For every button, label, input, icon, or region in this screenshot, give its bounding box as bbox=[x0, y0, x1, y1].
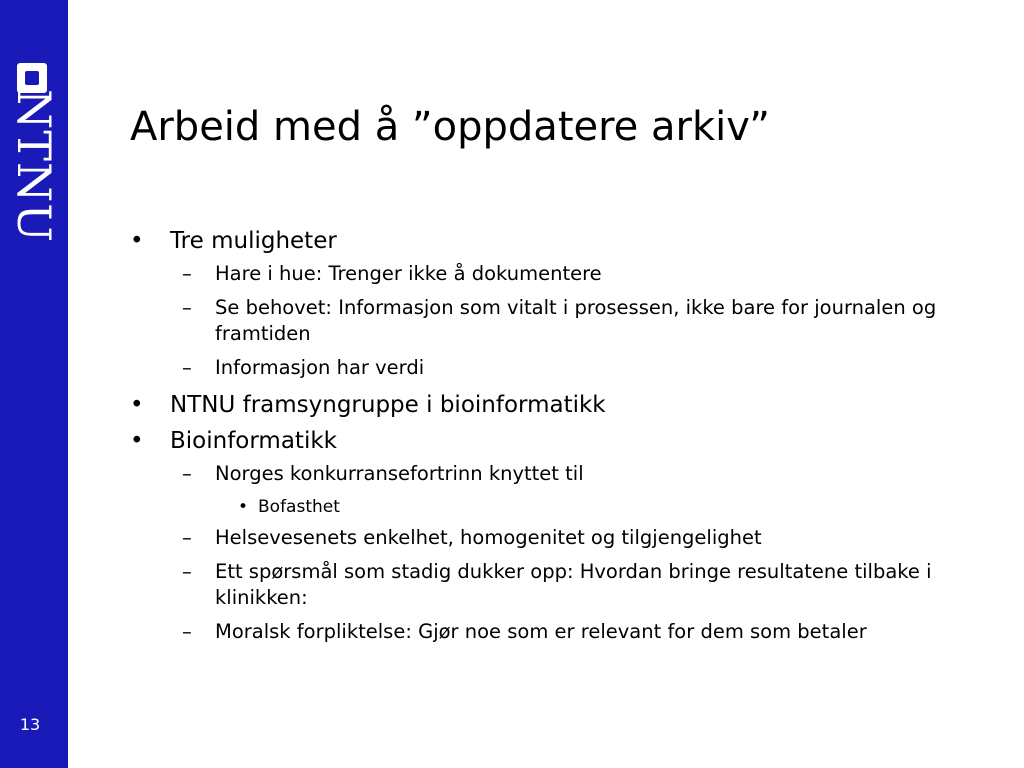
dash-marker: – bbox=[182, 262, 192, 285]
sub-bullet-item bbox=[130, 461, 1010, 487]
bullet-list bbox=[130, 225, 1010, 653]
slide-title: Arbeid med å ”oppdatere arkiv” bbox=[130, 104, 770, 150]
bullet-text: Norges konkurransefortrinn knyttet til bbox=[215, 462, 584, 485]
bullet-text: Ett spørsmål som stadig dukker opp: Hvordan bringe resultatene tilbake i klinikken: bbox=[215, 560, 932, 609]
bullet-text: Informasjon har verdi bbox=[215, 356, 425, 379]
sub-bullet-item bbox=[130, 261, 1010, 287]
bullet-text: NTNU framsyngruppe i bioinformatikk bbox=[170, 392, 606, 418]
sub-bullet-item bbox=[130, 619, 1010, 645]
bullet-marker: • bbox=[130, 428, 144, 454]
bullet-marker: • bbox=[130, 228, 144, 254]
ntnu-logo-text: NTNU bbox=[7, 89, 61, 243]
dash-marker: – bbox=[182, 356, 192, 379]
bullet-text: Helsevesenets enkelhet, homogenitet og tilgjengelighet bbox=[215, 526, 762, 549]
sidebar bbox=[0, 0, 68, 768]
bullet-marker: • bbox=[130, 392, 144, 418]
bullet-marker: • bbox=[238, 497, 249, 517]
sub-bullet-item bbox=[130, 525, 1010, 551]
bullet-text: Moralsk forpliktelse: Gjør noe som er relevant for dem som betaler bbox=[215, 620, 867, 643]
dash-marker: – bbox=[182, 526, 192, 549]
bullet-text: Tre muligheter bbox=[170, 228, 337, 254]
bullet-text: Bioinformatikk bbox=[170, 428, 337, 454]
sub-bullet-item bbox=[130, 355, 1010, 381]
sub-bullet-item bbox=[130, 295, 1010, 347]
dash-marker: – bbox=[182, 560, 192, 583]
bullet-item bbox=[130, 389, 1010, 421]
dash-marker: – bbox=[182, 462, 192, 485]
sub-bullet-item bbox=[130, 559, 1010, 611]
page-number: 13 bbox=[19, 715, 41, 734]
dash-marker: – bbox=[182, 296, 192, 319]
bullet-text: Hare i hue: Trenger ikke å dokumentere bbox=[215, 262, 602, 285]
bullet-item bbox=[130, 225, 1010, 257]
bullet-text: Bofasthet bbox=[258, 497, 340, 517]
bullet-item bbox=[130, 425, 1010, 457]
bullet-text: Se behovet: Informasjon som vitalt i prosessen, ikke bare for journalen og framtiden bbox=[215, 296, 937, 345]
dash-marker: – bbox=[182, 620, 192, 643]
sub-sub-bullet-item bbox=[130, 495, 1010, 519]
